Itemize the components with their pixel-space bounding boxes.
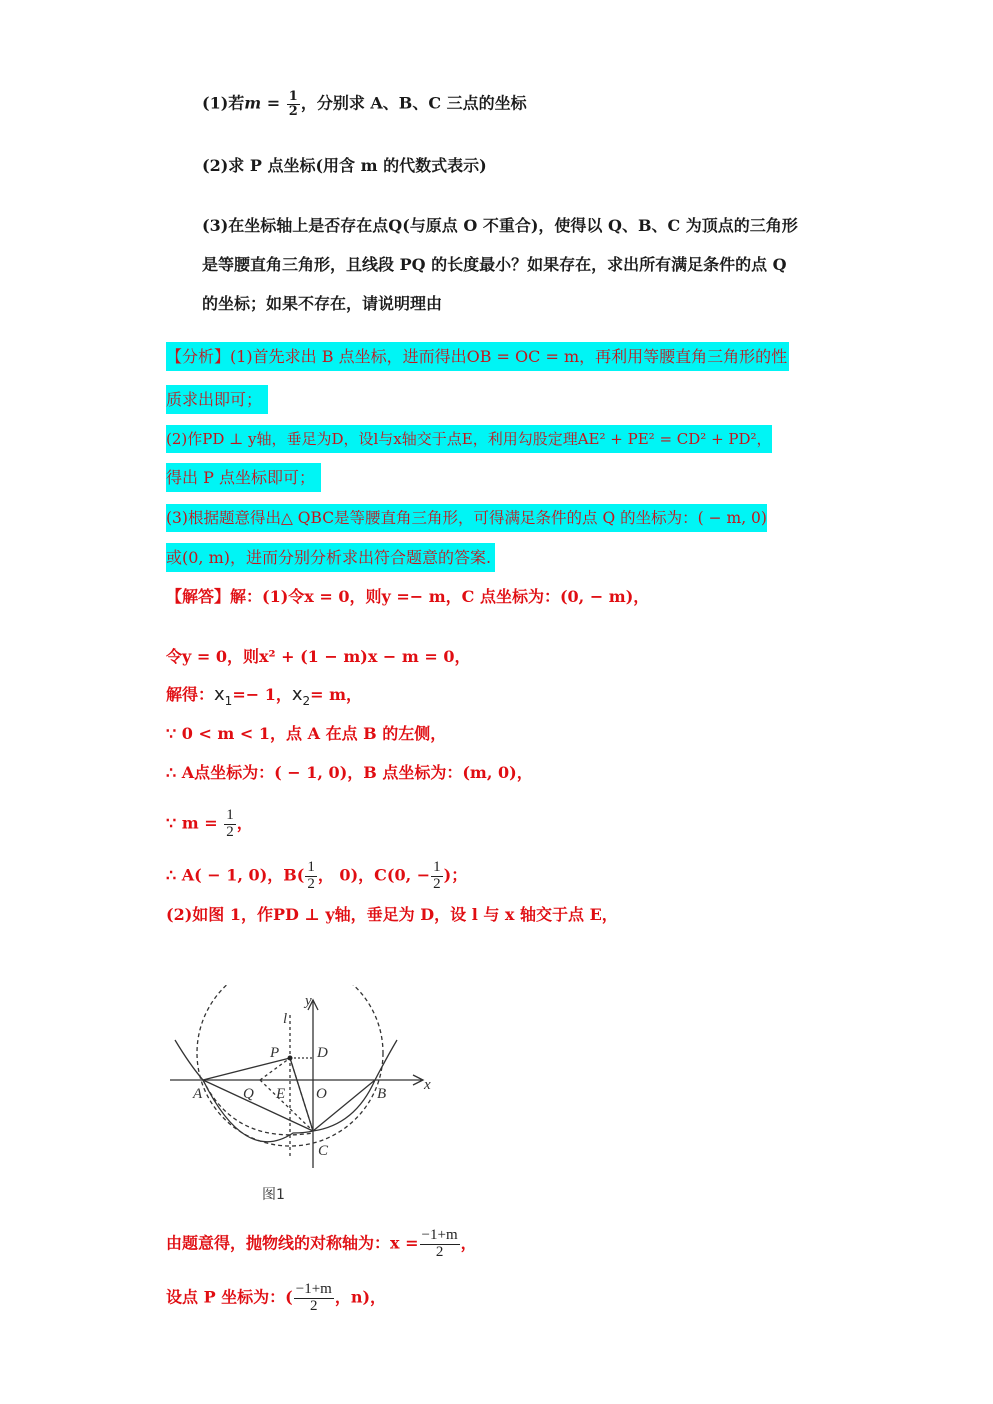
analysis-text-6: 或(0, m)，进而分别分析求出符合题意的答案. — [166, 543, 495, 572]
c-fraction — [431, 860, 443, 892]
point-p — [288, 1056, 293, 1061]
label-x: x — [424, 1077, 431, 1093]
b-frac-den: 2 — [307, 876, 315, 892]
half-den: 2 — [226, 824, 234, 840]
coords-c: )； — [443, 865, 468, 885]
solution-line-9 — [166, 1228, 477, 1260]
p-coord-rest: ，n)， — [334, 1287, 387, 1307]
x1-subscript: 1 — [224, 694, 233, 708]
q1-fraction — [287, 90, 300, 118]
m-equals: ∵ m = — [166, 813, 224, 833]
axis-of-symmetry-label: 由题意得，抛物线的对称轴为：x = — [166, 1233, 419, 1253]
analysis-text-1: 【分析】(1)首先求出 B 点坐标，进而得出OB = OC = m，再利用等腰直角三角形的性 — [166, 342, 789, 371]
analysis-text-5: (3)根据题意得出△ QBC是等腰直角三角形，可得满足条件的点 Q 的坐标为：( − m, 0) — [166, 504, 767, 532]
x1-value: =− 1， — [232, 685, 292, 704]
c-frac-den: 2 — [433, 876, 441, 892]
question-1 — [202, 90, 527, 118]
x2-value: = m， — [310, 685, 363, 704]
label-d: D — [317, 1045, 328, 1061]
label-c: C — [318, 1143, 329, 1159]
parabola-curve — [175, 1040, 397, 1142]
label-l: l — [283, 1011, 288, 1027]
question-3-line-2: 是等腰直角三角形，且线段 PQ 的长度最小？如果存在，求出所有满足条件的点 Q — [202, 255, 787, 274]
axis-frac-den: 2 — [435, 1244, 444, 1260]
question-3-line-1: (3)在坐标轴上是否存在点Q(与原点 O 不重合)，使得以 Q、B、C 为顶点的三角形 — [202, 216, 798, 235]
analysis-text-4: 得出 P 点坐标即可； — [166, 463, 321, 492]
label-b: B — [377, 1086, 387, 1102]
figure-1 — [165, 985, 435, 1210]
solution-line-7 — [166, 860, 467, 892]
axis-frac-num: −1+m — [421, 1227, 458, 1243]
label-o: O — [316, 1086, 327, 1102]
coords-a: ∴ A( − 1, 0)，B( — [166, 865, 305, 885]
axis-fraction — [420, 1228, 460, 1260]
solution-line-8: (2)如图 1，作PD ⊥ y轴，垂足为 D，设 l 与 x 轴交于点 E， — [166, 905, 618, 924]
q1-frac-den: 2 — [288, 104, 298, 119]
figure-caption: 图1 — [262, 1187, 285, 1203]
q1-eq: = — [261, 93, 286, 113]
label-a: A — [193, 1086, 203, 1102]
q1-prefix: (1)若 — [202, 93, 245, 113]
q1-rest: ，分别求 A、B、C 三点的坐标 — [300, 93, 527, 113]
analysis-line-4 — [166, 467, 321, 489]
comma: ， — [236, 813, 253, 833]
analysis-text-2: 质求出即可； — [166, 385, 268, 414]
label-e: E — [276, 1086, 286, 1102]
label-y: y — [305, 993, 312, 1009]
label-q: Q — [243, 1086, 254, 1102]
analysis-line-5 — [166, 507, 767, 529]
x2-var: x — [291, 684, 303, 705]
b-fraction — [305, 860, 317, 892]
c-frac-num: 1 — [433, 859, 441, 875]
q1-frac-num: 1 — [288, 89, 298, 104]
b-frac-num: 1 — [307, 859, 315, 875]
question-2: (2)求 P 点坐标(用含 m 的代数式表示) — [202, 156, 487, 175]
solution-line-4: ∵ 0 < m < 1，点 A 在点 B 的左侧， — [166, 724, 447, 743]
analysis-line-2 — [166, 389, 268, 411]
solution-line-3 — [166, 684, 362, 712]
solution-line-10 — [166, 1282, 386, 1314]
solution-line-5: ∴ A点坐标为：( − 1, 0)，B 点坐标为：(m, 0)， — [166, 763, 533, 782]
solution-line-2: 令y = 0，则x² + (1 − m)x − m = 0， — [166, 647, 471, 666]
coords-b: ， 0)，C(0, − — [317, 865, 431, 885]
label-p: P — [270, 1045, 280, 1061]
comma: ， — [460, 1233, 477, 1253]
p-coord-label: 设点 P 坐标为：( — [166, 1287, 293, 1307]
x2-subscript: 2 — [302, 694, 311, 708]
p-frac-den: 2 — [310, 1298, 318, 1314]
p-x-fraction — [294, 1282, 334, 1314]
q1-var: m — [244, 93, 262, 113]
half-fraction — [224, 808, 236, 840]
half-num: 1 — [226, 807, 234, 823]
question-3-line-3: 的坐标；如果不存在，请说明理由 — [202, 294, 443, 313]
analysis-line-3 — [166, 428, 772, 450]
solution-line-6 — [166, 808, 253, 840]
analysis-line-1 — [166, 346, 789, 368]
solution-line-1: 【解答】解：(1)令x = 0，则y =− m，C 点坐标为：(0, − m)， — [166, 587, 650, 606]
analysis-text-3: (2)作PD ⊥ y轴，垂足为D，设l与x轴交于点E，利用勾股定理AE² + PE² = CD² + PD²， — [166, 425, 772, 453]
segment-ap — [203, 1058, 290, 1080]
p-frac-num: −1+m — [295, 1281, 332, 1297]
x1-var: x — [214, 684, 225, 705]
parabola-circle-diagram — [165, 985, 435, 1210]
analysis-line-6 — [166, 547, 495, 569]
solve-label: 解得： — [166, 685, 215, 704]
